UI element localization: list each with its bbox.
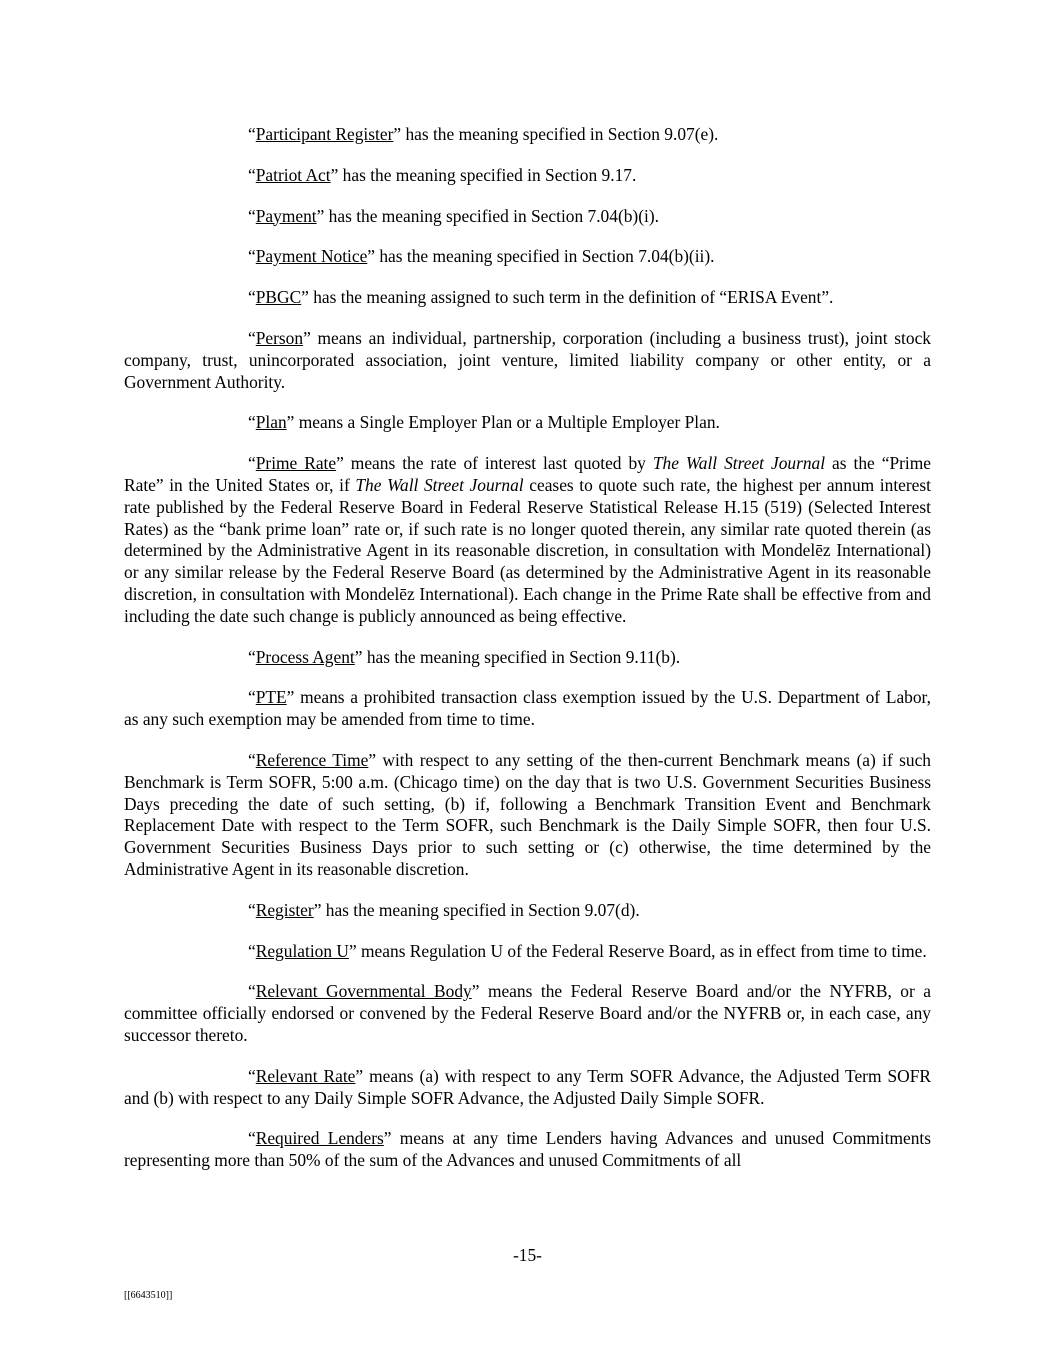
publication-name: The Wall Street Journal [355, 474, 524, 495]
definition-text: ” means a Single Employer Plan or a Multiple Employer Plan. [286, 412, 720, 433]
defined-term: Plan [255, 412, 287, 433]
definition-text: ” with respect to any setting of the then-current Benchmark means (a) if such Benchmark is Term SOFR, 5:00 a.m. (Chicago time) on the day that is two U.S. Government Securities Business Days preceding the date of such setting, (b) if, following a Benchmark Transition Event and Benchmark Replacement Date with respect to the Term SOFR, such Benchmark is the Daily Simple SOFR, then four U.S. Government Securities Business Days prior to such setting or (c) otherwise, the time determined by the Administrative Agent in its reasonable discretion. [124, 749, 931, 879]
definition-text: ” has the meaning specified in Section 9.17. [330, 164, 637, 185]
defined-term: Payment Notice [255, 246, 368, 267]
definition-payment-notice: “Payment Notice” has the meaning specified in Section 7.04(b)(ii). [248, 246, 715, 267]
definition-text: ceases to quote such rate, the highest per annum interest rate published by the Federal Reserve Board in Federal Reserve Statistical Release H.15 (519) (Selected Interest Rates) as the “bank prime loan” rate or, if such rate is no longer quoted therein, any similar rate quoted therein (as determined by the Administrative Agent in its reasonable discretion, in consultation with Mondelēz International) or any similar release by the Federal Reserve Board (as determined by the Administrative Agent in its reasonable discretion, in consultation with Mondelēz International). Each change in the Prime Rate shall be effective from and including the date such change is publicly announced as being effective. [124, 474, 931, 626]
definition-text: ” has the meaning specified in Section 9.11(b). [354, 646, 681, 667]
definition-required-lenders: “Required Lenders” means at any time Lenders having Advances and unused Commitments representing more than 50% of the sum of the Advances and unused Commitments of all [124, 1128, 932, 1171]
defined-term: PTE [255, 687, 287, 708]
defined-term: PBGC [255, 287, 302, 308]
definition-relevant-rate: “Relevant Rate” means (a) with respect to any Term SOFR Advance, the Adjusted Term SOFR and (b) with respect to any Daily Simple SOFR Advance, the Adjusted Daily Simple SOFR. [124, 1065, 931, 1108]
definition-text: ” means the Federal Reserve Board and/or the NYFRB, or a committee officially endorsed or convened by the Federal Reserve Board and/or the NYFRB or, in each case, any successor thereto. [124, 981, 931, 1045]
definition-pbgc: “PBGC” has the meaning assigned to such term in the definition of “ERISA Event”. [248, 287, 834, 308]
document-id: [[6643510]] [124, 1290, 173, 1301]
definition-process-agent: “Process Agent” has the meaning specified in Section 9.11(b). [248, 646, 681, 667]
definition-patriot-act: “Patriot Act” has the meaning specified in Section 9.17. [248, 164, 637, 185]
definition-regulation-u: “Regulation U” means Regulation U of the Federal Reserve Board, as in effect from time to time. [248, 940, 927, 961]
definitions-list [124, 124, 931, 1191]
definition-text: ” means the rate of interest last quoted by [336, 453, 653, 474]
definition-text: as the “Prime Rate” in the United States or, if [124, 453, 931, 495]
defined-term: Patriot Act [255, 164, 331, 185]
definition-prime-rate: “Prime Rate” means the rate of interest last quoted by The Wall Street Journal as the “Prime Rate” in the United States or, if The Wall Street Journal ceases to quote such rate, the highest per annum interest rate published by the Federal Reserve Board in Federal Reserve Statistical Release H.15 (519) (Selected Interest Rates) as the “bank prime loan” rate or, if such rate is no longer quoted therein, any similar rate quoted therein (as determined by the Administrative Agent in its reasonable discretion, in consultation with Mondelēz International) or any similar release by the Federal Reserve Board (as determined by the Administrative Agent in its reasonable discretion, in consultation with Mondelēz International). Each change in the Prime Rate shall be effective from and including the date such change is publicly announced as being effective. [124, 453, 931, 626]
definition-text: ” means an individual, partnership, corporation (including a business trust), joint stock company, trust, unincorporated association, joint venture, limited liability company or other entity, or a Government Authority. [124, 327, 931, 392]
defined-term: Prime Rate [255, 453, 337, 474]
definition-pte: “PTE” means a prohibited transaction class exemption issued by the U.S. Department of Labor, as any such exemption may be amended from time to time. [124, 687, 931, 730]
definition-text: ” means Regulation U of the Federal Reserve Board, as in effect from time to time. [348, 940, 927, 961]
publication-name: The Wall Street Journal [652, 453, 826, 474]
definition-text: ” means (a) with respect to any Term SOFR Advance, the Adjusted Term SOFR and (b) with respect to any Daily Simple SOFR Advance, the Adjusted Daily Simple SOFR. [124, 1065, 931, 1108]
defined-term: Required Lenders [255, 1128, 384, 1149]
defined-term: Payment [255, 205, 317, 226]
definition-text: ” has the meaning specified in Section 9.07(d). [313, 899, 640, 920]
defined-term: Regulation U [255, 940, 349, 961]
defined-term: Register [255, 899, 314, 920]
defined-term: Participant Register [255, 124, 394, 144]
definition-text: ” has the meaning specified in Section 7.04(b)(ii). [367, 246, 715, 267]
definition-text: ” has the meaning specified in Section 9.07(e). [393, 124, 719, 144]
definition-participant-register: “Participant Register” has the meaning specified in Section 9.07(e). [248, 124, 719, 144]
defined-term: Process Agent [255, 646, 355, 667]
definition-text: ” means a prohibited transaction class exemption issued by the U.S. Department of Labor, as any such exemption may be amended from time to time. [124, 687, 931, 730]
definition-plan: “Plan” means a Single Employer Plan or a Multiple Employer Plan. [248, 412, 720, 433]
definition-reference-time: “Reference Time” with respect to any setting of the then-current Benchmark means (a) if such Benchmark is Term SOFR, 5:00 a.m. (Chicago time) on the day that is two U.S. Government Securities Business Days preceding the date of such setting, (b) if, following a Benchmark Transition Event and Benchmark Replacement Date with respect to the Term SOFR, such Benchmark is the Daily Simple SOFR, then four U.S. Government Securities Business Days prior to such setting or (c) otherwise, the time determined by the Administrative Agent in its reasonable discretion. [124, 749, 931, 879]
definition-text: ” means at any time Lenders having Advances and unused Commitments representing more than 50% of the sum of the Advances and unused Commitments of all [124, 1128, 932, 1171]
definition-relevant-governmental-body: “Relevant Governmental Body” means the Federal Reserve Board and/or the NYFRB, or a committee officially endorsed or convened by the Federal Reserve Board and/or the NYFRB or, in each case, any successor thereto. [124, 981, 931, 1045]
definition-text: ” has the meaning assigned to such term in the definition of “ERISA Event”. [301, 287, 834, 308]
definition-person: “Person” means an individual, partnership, corporation (including a business trust), joint stock company, trust, unincorporated association, joint venture, limited liability company or other entity, or a Government Authority. [124, 327, 931, 392]
defined-term: Person [255, 327, 304, 348]
defined-term: Relevant Governmental Body [255, 981, 472, 1002]
definition-text: ” has the meaning specified in Section 7.04(b)(i). [316, 205, 659, 226]
definition-payment: “Payment” has the meaning specified in Section 7.04(b)(i). [248, 205, 659, 226]
definition-register: “Register” has the meaning specified in Section 9.07(d). [248, 899, 640, 920]
defined-term: Relevant Rate [255, 1065, 356, 1086]
defined-term: Reference Time [255, 749, 369, 770]
page-number: -15- [513, 1245, 542, 1265]
